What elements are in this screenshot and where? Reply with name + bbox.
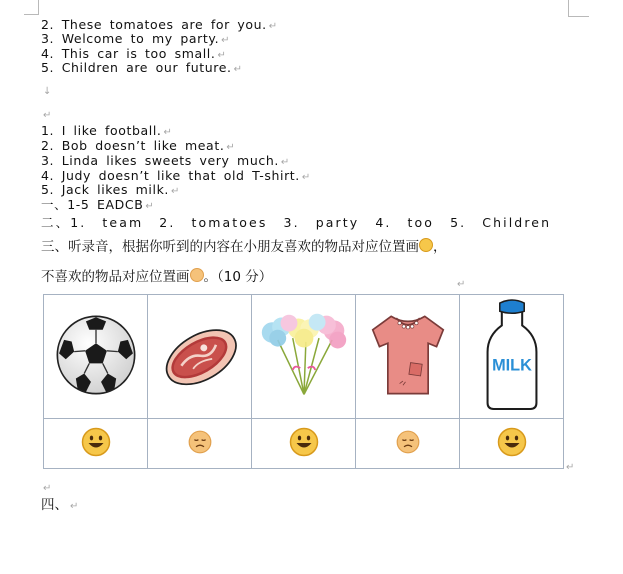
text-line: 4. Judy doesn’t like that old T-shirt. ↵ bbox=[41, 168, 311, 183]
paragraph-mark: ↵ bbox=[566, 462, 575, 473]
paragraph-mark: ↵ bbox=[457, 279, 466, 290]
item-cell bbox=[148, 295, 252, 419]
football-icon bbox=[54, 313, 138, 397]
face-cell bbox=[44, 419, 148, 469]
sad-face-icon bbox=[190, 268, 204, 282]
smiley-icon bbox=[419, 238, 433, 252]
tshirt-icon bbox=[366, 311, 450, 399]
empty-paragraph: ↓ bbox=[43, 86, 52, 97]
section-3-title-cont: 不喜欢的物品对应位置画 。（10 分） bbox=[41, 269, 273, 285]
item-cell bbox=[252, 295, 356, 419]
text-line: 3. Linda likes sweets very much. ↵ bbox=[41, 153, 290, 168]
item-cell bbox=[460, 295, 564, 419]
face-cell bbox=[252, 419, 356, 469]
section-3-title: 三、听录音，根据你听到的内容在小朋友喜欢的物品对应位置画 ， bbox=[41, 239, 447, 255]
page-corner-mark-right bbox=[568, 0, 589, 17]
text-line: 2. Bob doesn’t like meat. ↵ bbox=[41, 138, 235, 153]
text-line: 5. Jack likes milk. ↵ bbox=[41, 182, 180, 197]
sweets-icon bbox=[257, 310, 351, 400]
item-cell bbox=[44, 295, 148, 419]
face-cell bbox=[356, 419, 460, 469]
page-corner-mark-left bbox=[24, 0, 39, 15]
smiley-icon bbox=[289, 427, 319, 457]
text-line: 3. Welcome to my party. ↵ bbox=[41, 31, 230, 46]
face-cell bbox=[460, 419, 564, 469]
answer-line-1: 一、1-5 EADCB ↵ bbox=[41, 197, 154, 212]
empty-paragraph: ↵ bbox=[43, 110, 52, 121]
meat-icon bbox=[157, 315, 243, 395]
face-cell bbox=[148, 419, 252, 469]
answer-line-2: 二、1. team 2. tomatoes 3. party 4. too 5. Children bbox=[41, 215, 552, 230]
text-line: 5. Children are our future. ↵ bbox=[41, 60, 243, 75]
item-cell bbox=[356, 295, 460, 419]
empty-paragraph: ↵ bbox=[43, 483, 52, 494]
section-4-title: 四、 ↵ bbox=[41, 497, 79, 513]
milk-icon bbox=[480, 299, 544, 411]
text-line: 2. These tomatoes are for you. ↵ bbox=[41, 17, 278, 32]
smiley-icon bbox=[497, 427, 527, 457]
items-table bbox=[43, 294, 564, 469]
milk-label: MILK bbox=[491, 355, 532, 374]
sad-face-icon bbox=[188, 430, 212, 454]
smiley-icon bbox=[81, 427, 111, 457]
text-line: 1. I like football. ↵ bbox=[41, 123, 172, 138]
sad-face-icon bbox=[396, 430, 420, 454]
text-line: 4. This car is too small. ↵ bbox=[41, 46, 226, 61]
